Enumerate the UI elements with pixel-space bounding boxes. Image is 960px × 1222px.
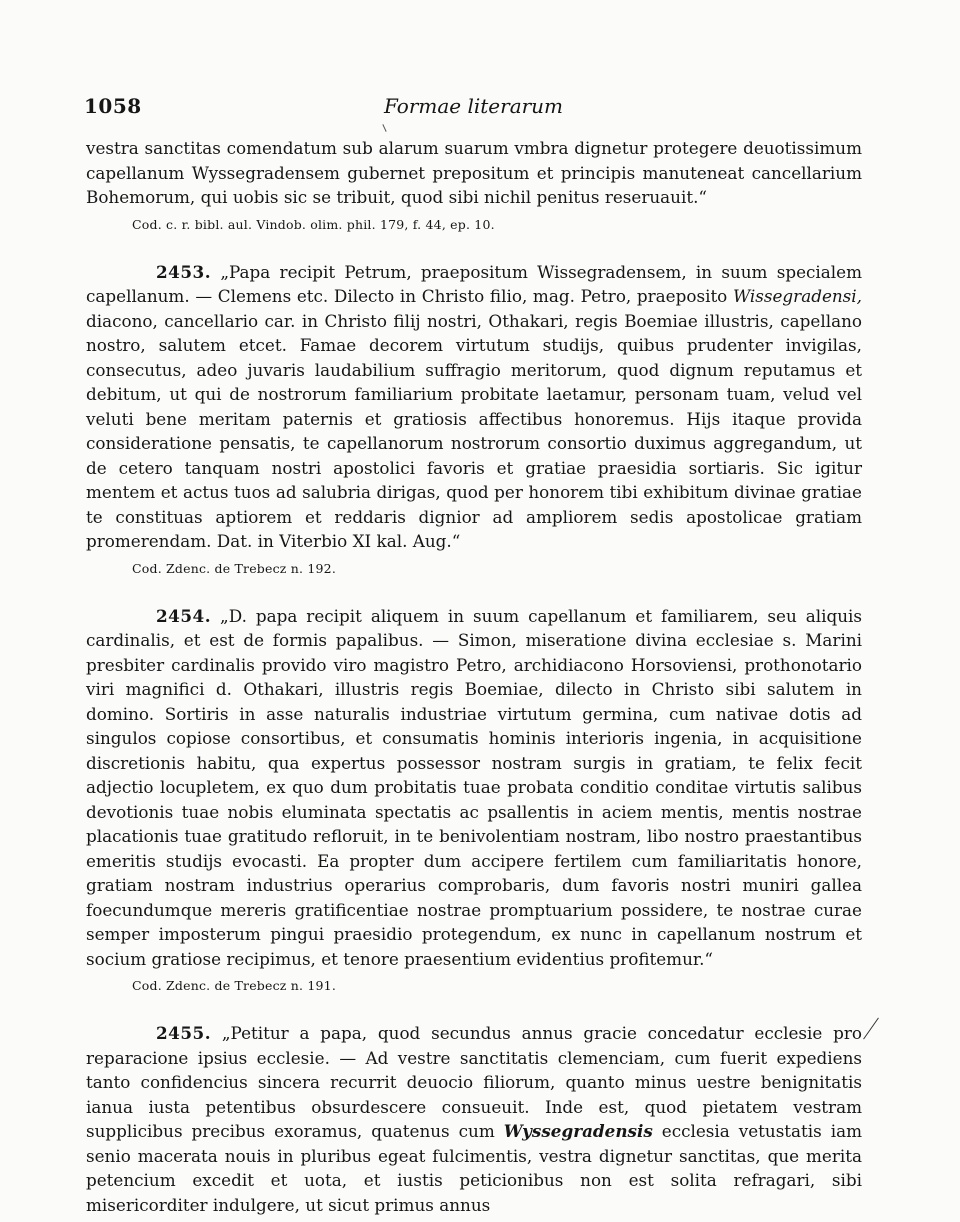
source-citation: Cod. Zdenc. de Trebecz n. 191. [132, 978, 336, 993]
entry-text: „Petitur a papa, quod secundus annus gracie concedatur ecclesie pro reparacione ipsius ecclesie. — Ad vestre sanctitatis clemenciam, cum fuerit expediens tanto confidencius sincera recurrit deuocio filiorum, quanto minus uestre benignitatis ianua iusta petentibus obsurdescere consueuit. Inde est, quod pietatem vestram supplicibus precibus exoramus, quatenus cum [86, 1023, 862, 1141]
margin-mark [863, 1018, 879, 1040]
entry-2454 [86, 604, 862, 996]
entry-2453 [86, 260, 862, 578]
stray-mark [382, 124, 386, 132]
entry-text: diacono, cancellario car. in Christo filij nostri, Othakari, regis Boemiae illustris, capellano nostro, salutem etcet. Famae decorem virtutum studijs, quibus prudenter invigilas, consecutus, adeo juvaris laudabilium suffragio meritorum, quod dignum reputamus et debitum, ut qui de nostrorum familiarium probitate laetamur, personam tuam, velud vel veluti bene meritam paternis et gratiosis affectibus honoremus. Hijs itaque provida consideratione pensatis, te capellanorum nostrorum consortio duximus aggregandum, ut de cetero tanquam nostri apostolici favoris et gratiae praesidia sortiaris. Sic igitur mentem et actus tuos ad salubria dirigas, quod per honorem tibi exhibitum divinae gratiae te constituas aptiorem et reddaris dignior ad ampliorem sedis apostolicae gratiam promerendam. Dat. in Viterbio XI kal. Aug.“ [86, 310, 862, 551]
entry-paragraph [86, 604, 862, 972]
page-header [84, 94, 864, 124]
entry-paragraph [86, 1021, 862, 1217]
entry-2455 [86, 1021, 862, 1217]
continuation-block [86, 136, 862, 234]
page-body [86, 136, 862, 1217]
running-title: Formae literarum [384, 94, 564, 118]
entry-italic-text: Wyssegradensis [503, 1121, 653, 1141]
source-citation: Cod. c. r. bibl. aul. Vindob. olim. phil. 179, f. 44, ep. 10. [132, 216, 495, 232]
entry-number: 2453. [156, 261, 212, 282]
entry-text: „Papa recipit Petrum, praepositum Wissegradensem, in suum specialem capellanum. — Clemens etc. Dilecto in Christo filio, mag. Petro, praeposito [86, 261, 862, 306]
source-citation: Cod. Zdenc. de Trebecz n. 192. [132, 560, 336, 576]
entry-paragraph [86, 260, 862, 554]
page-number: 1058 [84, 94, 142, 118]
entry-number: 2454. [156, 605, 212, 626]
entry-text: „D. papa recipit aliquem in suum capellanum et familiarem, seu aliquis cardinalis, et est de formis papalibus. — Simon, miseratione divina ecclesiae s. Marini presbiter cardinalis provido viro magistro Petro, archidiacono Horsoviensi, prothonotario viri magnifici d. Othakari, illustris regis Boemiae, dilecto in Christo sibi salutem in domino. Sortiris in asse naturalis industriae virtutum germina, cum nativae dotis ad singulos copiose consortibus, et consumatis hominis interioris ingenia, in acquisitione discretionis habitu, qua expertus possessor nostram surgis in gratiam, te felix fecit adjectio locupletem, ex quo dum probitatis tuae probata conditio conditae virtutis salibus devotionis tuae nobis eluminata spectatis ac psallentis in aciem mentis, mentis nostrae placationis tuae gratitudo refloruit, in te benivolentiam nostram, libo nostro praestantibus emeritis studijs evocasti. Ea propter dum accipere fertilem cum familiaritatis honore, gratiam nostram industrius operarius comprobaris, dum favoris nostri muniri gallea foecundumque mereris gratificentiae nostrae promptuarium possidere, te nostrae curae semper imposterum pingui praesidio protegendum, ex nunc in capellanum nostrum et socium gratiose recipimus, et tenore praesentium evidentius profitemur.“ [86, 605, 862, 969]
entry-text: ecclesia vetustatis iam senio macerata nouis in pluribus egeat fulcimentis, vestra dignetur sanctitas, que merita petencium excedit et uota, et iustis peticionibus non est solita refragari, sibi misericorditer indulgere, ut sicut primus annus [86, 1121, 862, 1215]
entry-italic-text: Wissegradensi, [732, 286, 862, 306]
continuation-paragraph: vestra sanctitas comendatum sub alarum suarum vmbra dignetur protegere deuotissimum capellanum Wyssegradensem gubernet prepositum et principis manuteneat cancellarium Bohemorum, qui uobis sic se tribuit, quod sibi nichil penitus reseruauit.“ [86, 138, 862, 207]
entry-number: 2455. [156, 1023, 212, 1043]
